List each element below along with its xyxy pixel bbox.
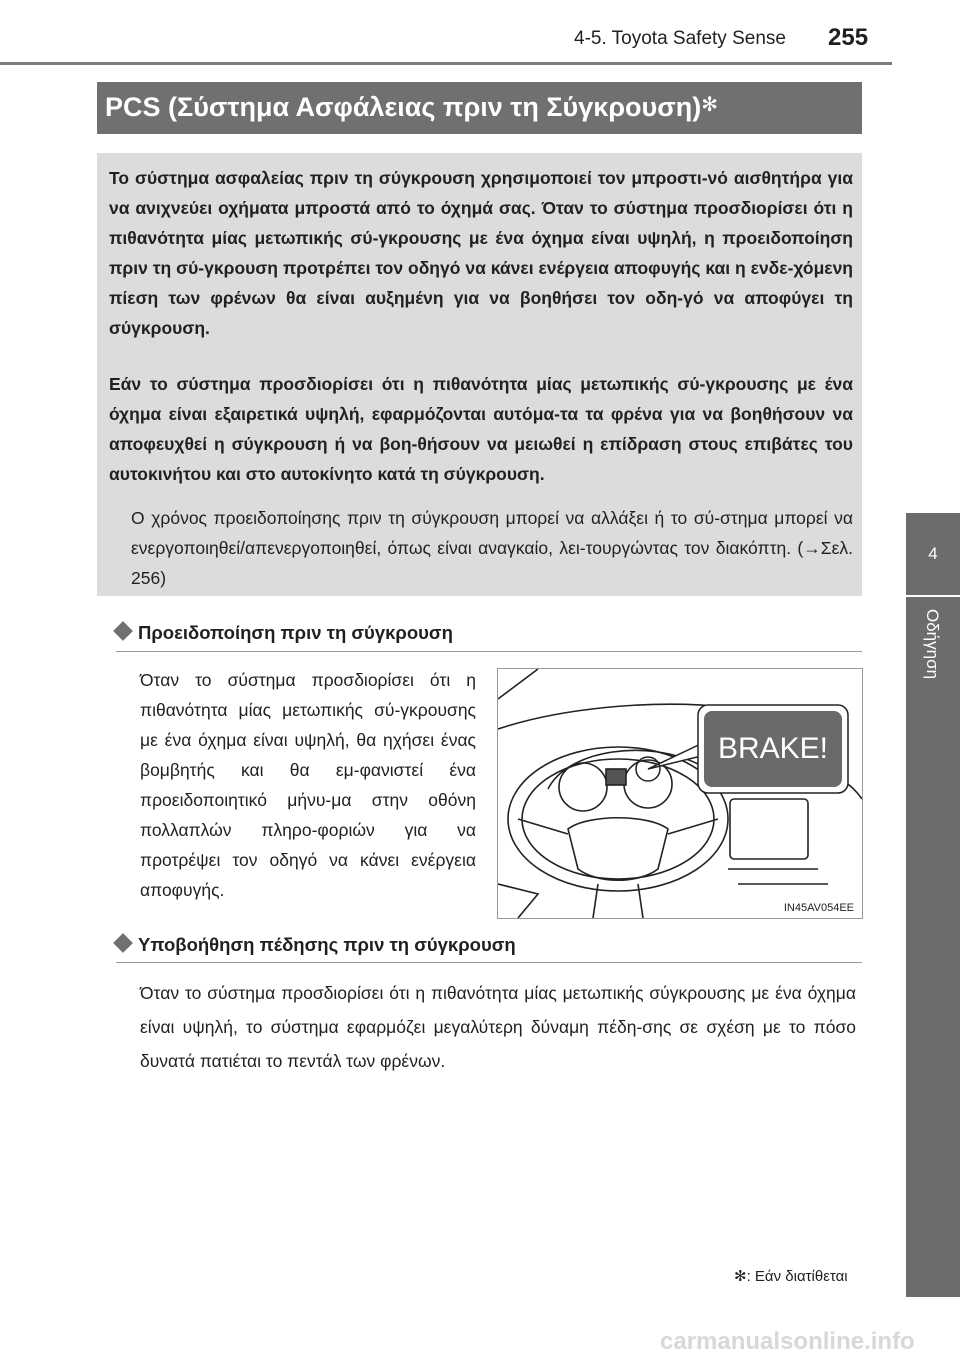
subsection-rule [116,651,862,652]
chapter-number-tab: 4 [906,513,960,595]
optional-equipment-mark: ✻ [701,94,718,116]
intro-paragraph-2: Εάν το σύστημα προσδιορίσει ότι η πιθανότητα μίας μετωπικής σύ-γκρουσης με ένα όχημα είναι εξαιρετικά υψηλή, εφαρμόζονται αυτόμα-τα τα φρένα για να βοηθήσουν να αποφευχθεί η σύγκρουση ή να βοη-θήσουν να μειωθεί η επίδραση στους επιβάτες του αυτοκινήτου και στο αυτοκίνητο κατά τη σύγκρουση. [109,374,853,484]
section-title-text: PCS (Σύστημα Ασφάλειας πριν τη Σύγκρουση) [105,92,702,122]
subsection-heading-text: Προειδοποίηση πριν τη σύγκρουση [138,622,453,643]
footnote-text: : Εάν διατίθεται [746,1268,848,1285]
footnote-mark: ✻ [734,1268,747,1285]
footnote [734,1267,848,1285]
section-title [105,92,718,123]
subsection-heading-text: Υποβοήθηση πέδησης πριν τη σύγκρουση [138,934,516,955]
warning-description: Όταν το σύστημα προσδιορίσει ότι η πιθανότητα μίας μετωπικής σύ-γκρουσης με ένα όχημα είναι υψηλή, θα ηχήσει ένας βομβητής και θα εμ-φανιστεί ένα προειδοποιητικό μήνυ-μα στην οθόνη πολλαπλών πληρο-φοριών για να προτρέψει τον οδηγό να κάνει ενέργεια αποφυγής. [140,670,476,900]
intro-paragraph-1: Το σύστημα ασφαλείας πριν τη σύγκρουση χρησιμοποιεί τον μπροστι-νό αισθητήρα για να ανιχνεύει οχήματα μπροστά από το όχημά σας. Όταν το σύστημα προσδιορίσει ότι η πιθανότητα μίας μετωπικής σύ-γκρουσης με ένα όχημα είναι υψηλή, η προειδοποίηση πριν τη σύ-γκρουση προτρέπει τον οδηγό να κάνει ενέργεια αποφυγής και η ενδε-χόμενη πίεση των φρένων θα είναι αυξημένη για να βοηθήσει τον οδη-γό να αποφύγει τη σύγκρουση. [109,168,853,338]
figure-code: IN45AV054EE [783,902,854,914]
dashboard-drawing [498,669,862,918]
dashboard-illustration [497,668,863,919]
diamond-bullet-icon [113,933,133,953]
page-number: 255 [828,24,869,51]
section-title-bar [97,82,862,134]
subsection-rule [116,962,862,963]
subsection-heading-warning [116,622,453,644]
brake-assist-description: Όταν το σύστημα προσδιορίσει ότι η πιθανότητα μίας μετωπικής σύγκρουσης με ένα όχημα είναι υψηλή, το σύστημα εφαρμόζει μεγαλύτερη δύναμη πέδη-σης σε σχέση με το πόσο δυνατά πατιέται το πεντάλ των φρένων. [140,983,856,1071]
intro-box [97,153,862,596]
subsection-heading-brake-assist [116,934,516,956]
header-rule [0,62,892,65]
watermark: carmanualsonline.info [660,1328,915,1355]
brake-warning-message: BRAKE! [717,732,829,765]
diamond-bullet-icon [113,621,133,641]
running-header-section: 4-5. Toyota Safety Sense [574,28,786,49]
intro-paragraph-3: Ο χρόνος προειδοποίησης πριν τη σύγκρουση μπορεί να αλλάξει ή το σύ-στημα μπορεί να ενεργοποιηθεί/απενεργοποιηθεί, όπως είναι αναγκαίο, λει-τουργώντας τον διακόπτη. (→Σελ. 256) [131,508,853,588]
chapter-title: Οδήγηση [923,609,942,680]
chapter-title-tab [906,597,960,1297]
